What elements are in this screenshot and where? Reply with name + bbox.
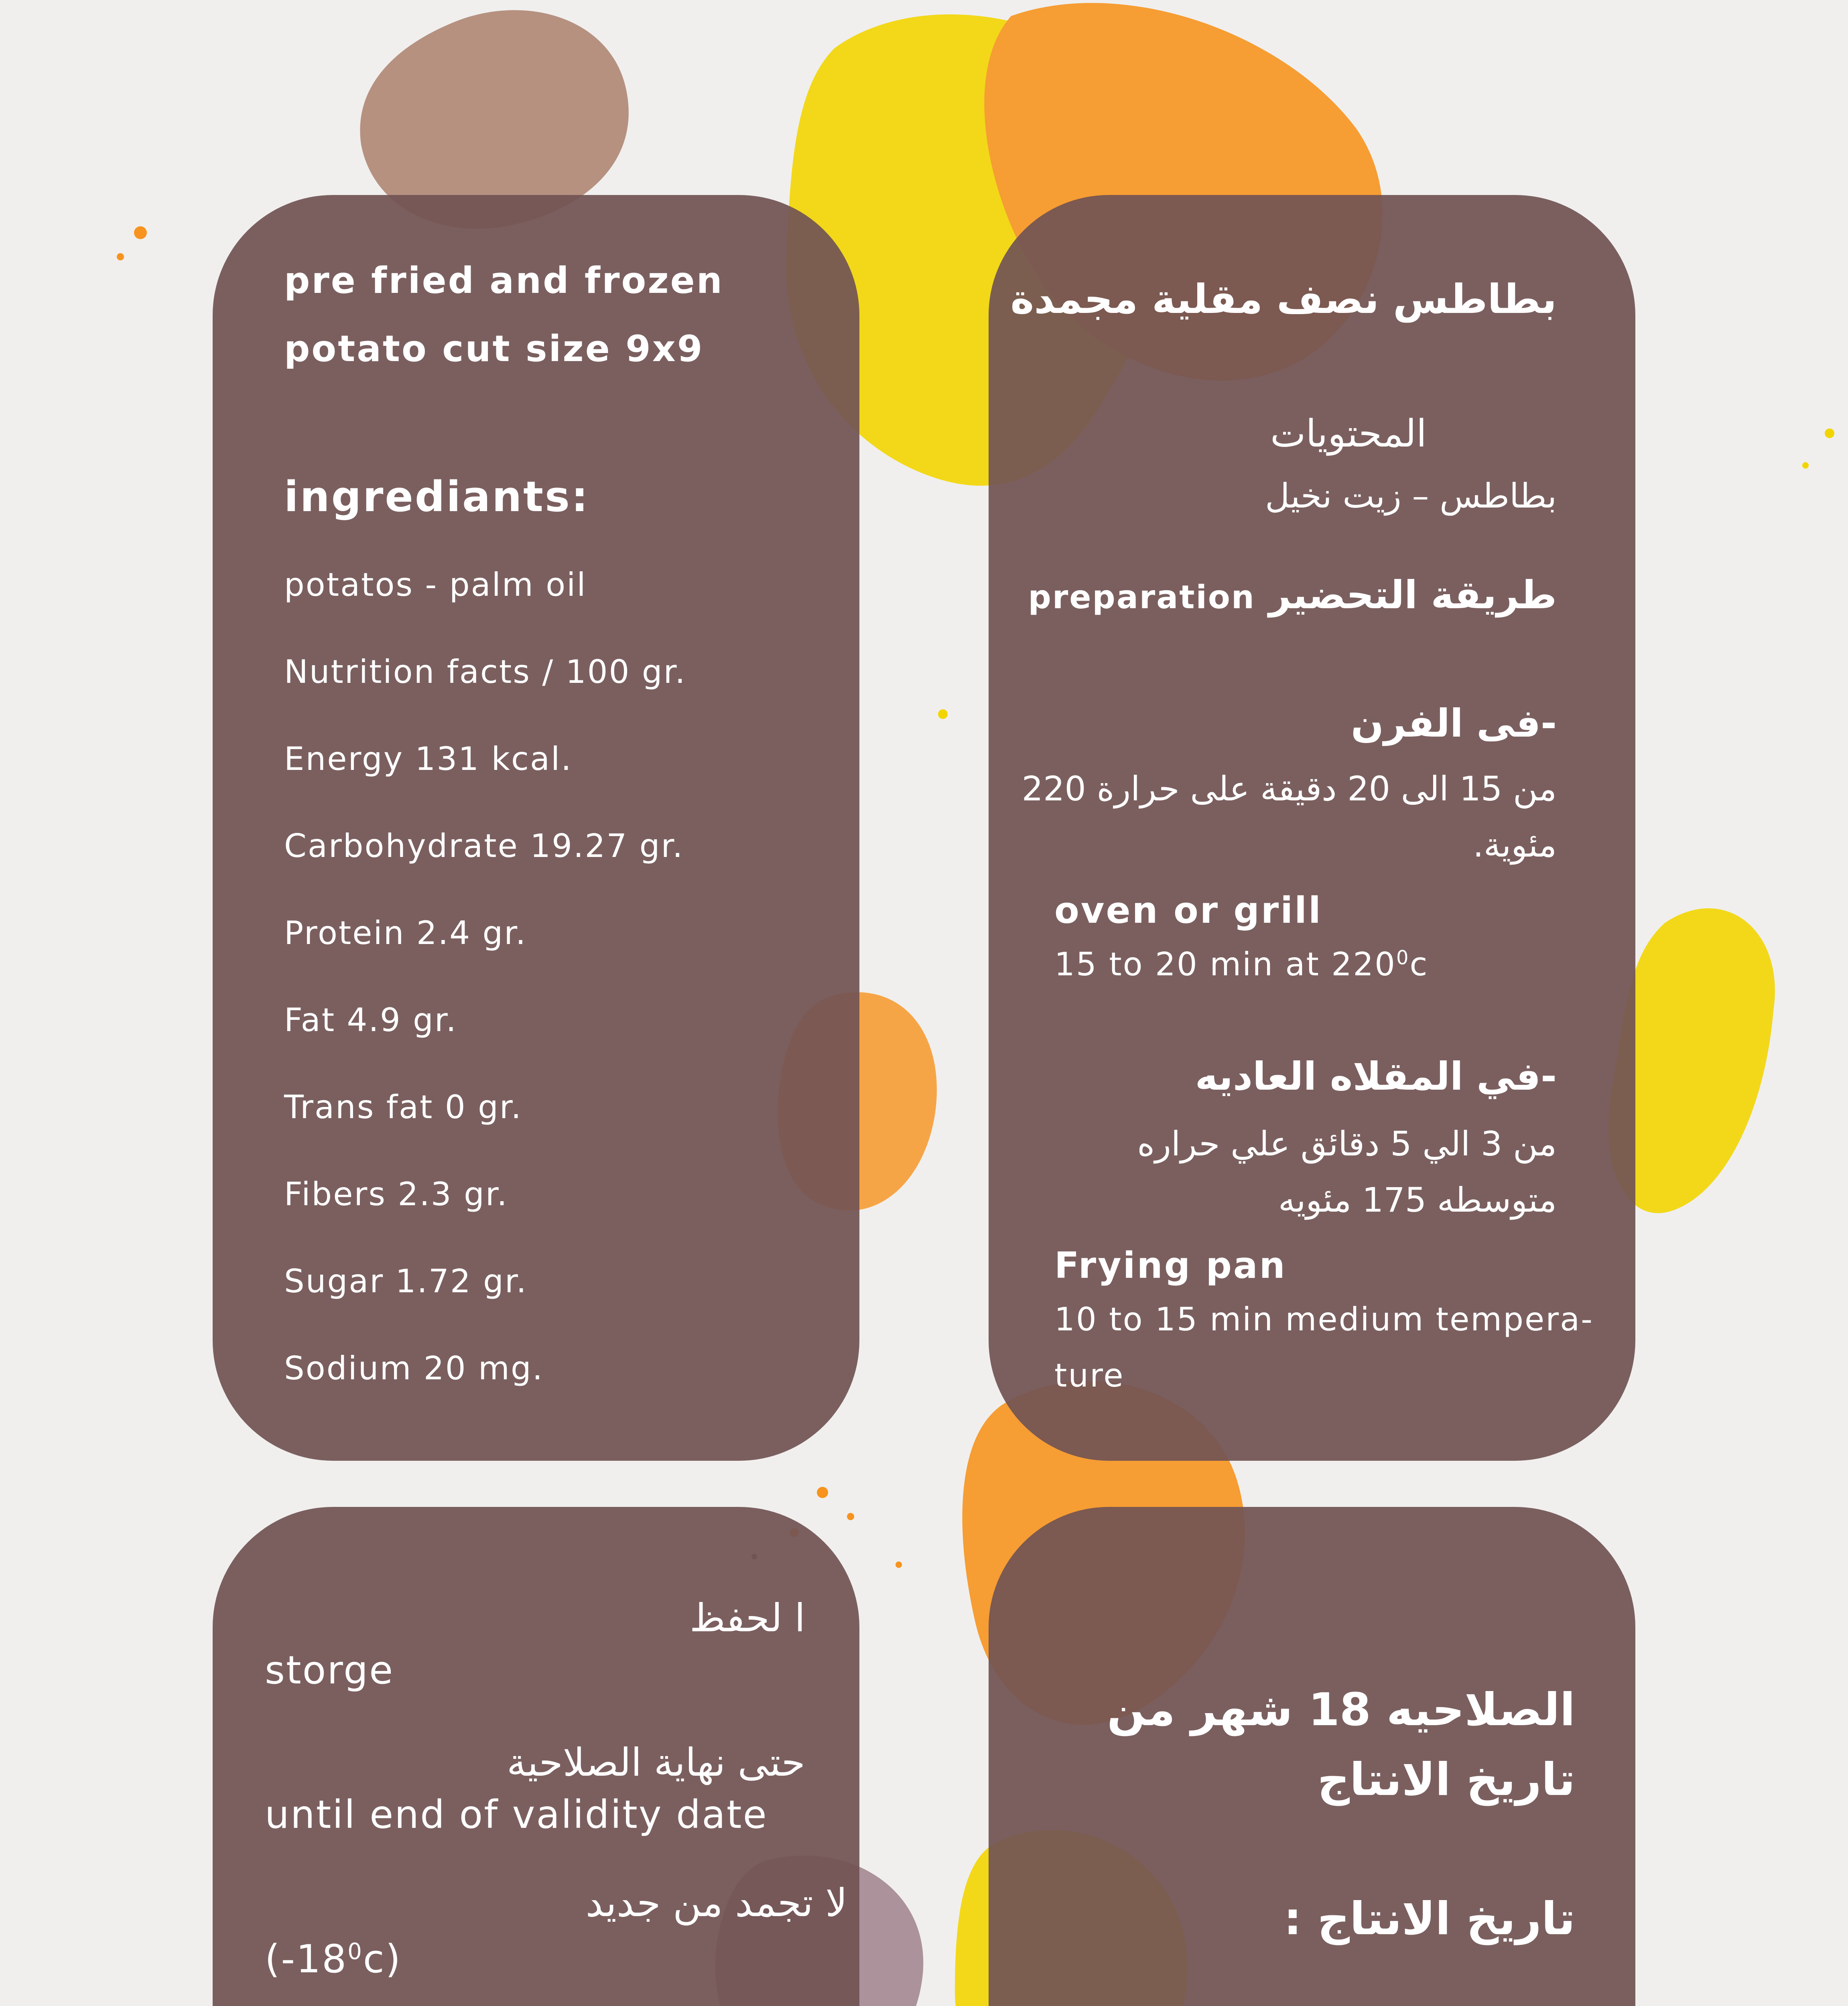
storage-temperature xyxy=(265,1936,402,1982)
preparation-heading-english: preparation xyxy=(1028,579,1255,616)
ingredients-line: potatos - palm oil xyxy=(284,566,587,603)
nutrition-energy: Energy 131 kcal. xyxy=(284,740,573,778)
nutrition-sodium: Sodium 20 mg. xyxy=(284,1350,544,1387)
oven-degree-mark: 0 xyxy=(1396,946,1410,969)
oven-heading-english: oven or grill xyxy=(1054,889,1322,932)
product-title-line-1: pre fried and frozen xyxy=(284,260,724,302)
ingredients-heading: ingrediants: xyxy=(284,472,590,521)
nutrition-sugar: Sugar 1.72 gr. xyxy=(284,1263,528,1300)
product-title-line-2: potato cut size 9x9 xyxy=(284,328,704,370)
validity-card xyxy=(989,1507,1635,2006)
oven-heading-arabic: -فى الفرن xyxy=(1351,701,1557,746)
oven-instructions-arabic-line-1: من 15 الى 20 دقيقة على حرارة 220 xyxy=(1021,769,1557,808)
contents-heading-arabic: المحتويات xyxy=(1270,412,1427,456)
storage-temperature-value: (-18 xyxy=(265,1937,348,1982)
oven-instructions-english xyxy=(1054,945,1429,984)
nutrition-carbohydrate: Carbohydrate 19.27 gr. xyxy=(284,827,684,865)
nutrition-facts-line: Nutrition facts / 100 gr. xyxy=(284,653,686,690)
validity-period-arabic: الصلاحيه 18 شهر من تاريخ الانتاج xyxy=(1107,1684,1575,1806)
oven-time-text: 15 to 20 min at 220 xyxy=(1054,946,1396,983)
nutrition-trans-fat: Trans fat 0 gr. xyxy=(284,1088,522,1126)
ingredients-card xyxy=(213,195,859,1461)
oven-unit: c xyxy=(1409,946,1429,983)
product-title-arabic: بطاطس نصف مقلية مجمدة xyxy=(1010,276,1557,323)
nutrition-fat: Fat 4.9 gr. xyxy=(284,1001,457,1039)
storage-heading-arabic: ا لحفظ xyxy=(689,1596,805,1641)
do-not-refreeze-arabic: لا تجمد من جديد xyxy=(585,1880,847,1925)
storage-until-validity-arabic: حتى نهاية الصلاحية xyxy=(507,1740,805,1785)
nutrition-fibers: Fibers 2.3 gr. xyxy=(284,1176,508,1213)
preparation-heading-arabic: طريقة التحضير xyxy=(1269,573,1557,617)
storage-degree-mark: 0 xyxy=(347,1939,363,1965)
contents-arabic: بطاطس – زيت نخيل xyxy=(1265,476,1557,516)
preparation-card xyxy=(989,195,1635,1461)
frying-pan-instructions-english-line-2: ture xyxy=(1054,1357,1125,1394)
storage-heading-english: storge xyxy=(265,1648,394,1693)
frying-pan-instructions-arabic-line-1: من 3 الي 5 دقائق علي حراره xyxy=(1137,1124,1557,1163)
storage-temperature-unit: c) xyxy=(363,1937,402,1982)
frying-pan-heading-english: Frying pan xyxy=(1054,1245,1287,1287)
production-date-label: تاريخ الانتاج : xyxy=(1283,1893,1575,1945)
frying-pan-instructions-arabic-line-2: متوسطه 175 مئويه xyxy=(1278,1180,1557,1220)
frying-pan-instructions-english-line-1: 10 to 15 min medium tempera- xyxy=(1054,1301,1594,1338)
preparation-heading xyxy=(1028,572,1557,618)
storage-card xyxy=(213,1507,859,2006)
storage-until-validity-english: until end of validity date xyxy=(265,1792,768,1837)
oven-instructions-arabic-line-2: مئوية. xyxy=(1473,825,1557,865)
nutrition-protein: Protein 2.4 gr. xyxy=(284,914,527,952)
frying-pan-heading-arabic: -في المقلاه العاديه xyxy=(1195,1054,1557,1099)
